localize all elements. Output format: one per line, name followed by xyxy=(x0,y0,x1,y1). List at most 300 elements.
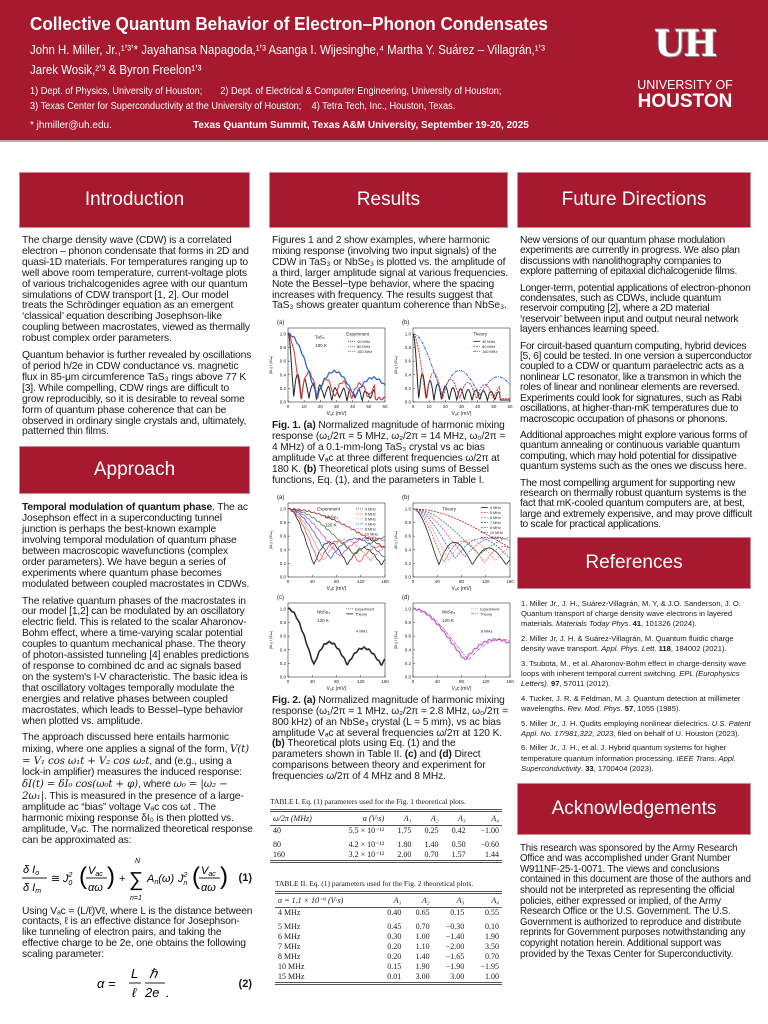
panel-label: (d) xyxy=(402,594,410,601)
y-tick-label: 0.6 xyxy=(279,633,286,639)
x-tick-label: 60 xyxy=(382,404,388,410)
y-tick-label: 0.0 xyxy=(404,399,411,405)
y-tick-label: 0.8 xyxy=(404,619,411,625)
plot-annotation: 120 K xyxy=(442,618,454,624)
table-header: α = 1.1 × 10⁻⁹ (V·s) xyxy=(275,893,376,908)
legend-entry: 6 MHz xyxy=(364,517,376,522)
future-paragraph: The most compelling argument for supporting new research on thermally robust quantum systems is the fact that mK-cooled quantum computers are, at best, large and extremely expensive, and may prove difficult to scale for practical applications. xyxy=(520,477,753,531)
x-tick-label: 40 xyxy=(309,578,315,584)
ref-volume: 97 xyxy=(550,679,560,689)
svg-text:αω: αω xyxy=(201,881,216,894)
logo-line-1: UNIVERSITY OF xyxy=(637,78,733,92)
x-tick-label: 40 xyxy=(475,404,481,410)
plot-frame xyxy=(288,603,385,677)
svg-text:δ Im: δ Im xyxy=(23,881,42,895)
middle-column xyxy=(269,172,513,985)
uh-logo-mark: UH xyxy=(654,23,716,65)
svg-text:L: L xyxy=(131,966,139,982)
table-cell: 1.80 xyxy=(397,840,412,850)
svg-text:An(ω): An(ω) xyxy=(147,872,175,886)
contact-email[interactable]: * jhmiller@uh.edu. xyxy=(30,120,112,131)
data-series-line xyxy=(413,331,510,395)
data-series-line xyxy=(288,609,385,665)
table-row xyxy=(275,918,502,932)
x-tick-label: 160 xyxy=(381,578,389,584)
x-tick-label: 80 xyxy=(333,678,340,684)
text: Direct comparisons between theory and experiment for frequencies ω/2π of 4 MHz and 8 MHz. xyxy=(272,749,486,783)
legend-entry: 15 MHz xyxy=(364,537,378,542)
table-cell: 0.01 xyxy=(387,972,402,982)
equation-1 xyxy=(21,853,231,903)
svg-text:α =: α = xyxy=(97,976,116,992)
table-cell: 7 MHz xyxy=(278,942,301,952)
table-row xyxy=(270,836,502,850)
ref-journal: Materials Today Phys xyxy=(556,619,629,629)
acknowledgements-text: This research was sponsored by the Army Research Office and was accomplished under Grant Number W911NF-25-1-0071. The views and conclusions contained in this document are those of the authors and should not be interpreted as representing the official policies, either expressed or implied, of the Army Research Office or the U.S. Government. The U.S. Government is authorized to reproduce and distribute reprints for Government purposes notwithstanding any copyright notation herein. Additional support was provided by the Texas Center for Superconductivity. xyxy=(520,842,751,960)
y-tick-label: 0.6 xyxy=(404,533,411,539)
text: Normalized magnitude of harmonic mixing response (ω₁/2π = 1 MHz, ω₂/2π = 2.8 MHz, ω₀/2π = 800 kHz) of an NbSe₃ crystal (L = 5 mm), vs ac bias amplitude Vₐc at several frequencies ω/2π at 120 K. xyxy=(272,694,508,739)
ref-authors-title: 4. Tucker, J. R. & Feldman, M. J. Quantum detection at millimeter wavelengths. xyxy=(521,693,741,714)
authors-line-2: Jarek Wosik,²ʼ³ & Byron Freelon¹ʼ³ xyxy=(30,62,202,77)
data-series-line xyxy=(413,331,510,401)
x-axis-label: Vₐc (mV) xyxy=(326,585,347,592)
table-cell: 1.00 xyxy=(485,972,499,982)
legend-entry: 8 MHz xyxy=(489,525,501,530)
plot-annotation: TaS₃ xyxy=(315,334,325,340)
ref-journal: Rev. Mod. Phys xyxy=(567,704,621,714)
plot-annotation: 120 K xyxy=(324,522,337,528)
svg-text:.: . xyxy=(166,985,170,1001)
plot-annotation: Experiment xyxy=(346,331,369,337)
ref-journal: EPL (Europhysics Letters) xyxy=(521,669,740,689)
x-tick-label: 120 xyxy=(356,578,365,584)
table-cell: −1.40 xyxy=(445,932,465,942)
table-row xyxy=(275,932,502,942)
legend-entry: 40 MHz xyxy=(357,340,371,345)
x-tick-label: 0 xyxy=(411,578,415,584)
panel-label: (a) xyxy=(277,320,285,327)
bold-lead: Temporal modulation of quantum phase xyxy=(22,502,213,514)
plot-annotation: NbSe₃ xyxy=(442,609,456,615)
y-tick-label: 0.2 xyxy=(404,560,411,566)
authors-line-1: John H. Miller, Jr.,¹ʼ³ʼ* Jayahansa Napagoda,¹ʼ³ Asanga I. Wijesinghe,⁴ Martha Y. Suárez – Villagrán,¹ʼ³ xyxy=(30,42,545,57)
legend-entry: 7 MHz xyxy=(489,520,501,525)
text: and xyxy=(416,749,440,761)
x-tick-label: 120 xyxy=(481,678,490,684)
x-tick-label: 40 xyxy=(309,678,315,684)
y-axis-label: |δI₀| / |δIₘ| xyxy=(268,356,273,375)
table-cell: 0.70 xyxy=(424,850,439,860)
figure-2a xyxy=(268,495,389,592)
y-axis-label: |δI₀| / |δIₘ| xyxy=(393,630,398,649)
table-cell: 1.57 xyxy=(451,850,466,860)
table-cell: 0.42 xyxy=(451,826,466,836)
ref-authors-title: 2. Miller Jr, J. H. & Suárez-Villagrán, M. Quantum fluidic charge density wave transport. xyxy=(521,633,734,654)
approach-paragraph: Using Vₐc = (L/ℓ)Vℓ, where L is the distance between contacts, ℓ is an effective distance for Josephson-like tunneling of electron pairs, and taking the effective charge to be 2e, one obtains the following scaling parameter: xyxy=(22,905,253,960)
x-axis-label: Vₐc (mV) xyxy=(451,411,472,418)
y-tick-label: 1.0 xyxy=(279,506,286,512)
table-header: α (V·s) xyxy=(331,811,387,826)
y-tick-label: 0.0 xyxy=(404,674,411,680)
table-cell: 0.25 xyxy=(424,826,439,836)
table-cell: 1.75 xyxy=(397,826,412,836)
ref-rest: , 1055 (1985). xyxy=(633,704,681,714)
x-tick-label: 30 xyxy=(458,404,465,410)
future-paragraph: Longer-term, potential applications of electron-phonon condensates, such as CDWs, include quantum reservoir computing [2], where a 2D material ‘reservoir’ between input and output neural network layers enhances learning speed. xyxy=(520,282,751,336)
ref-authors-title: 6. Miller Jr., J. H., et al. J. Hybrid quantum systems for higher temperature quantum information processing. xyxy=(521,743,727,763)
references-heading: References xyxy=(517,537,751,589)
plot-annotation: 120 K xyxy=(317,618,329,624)
table-cell: 0.30 xyxy=(387,932,402,942)
x-tick-label: 160 xyxy=(506,578,514,584)
references-list xyxy=(521,599,751,775)
table-cell: −1.65 xyxy=(445,952,465,962)
svg-text:≅: ≅ xyxy=(51,872,61,885)
y-tick-label: 0.8 xyxy=(404,519,411,525)
future-paragraph: New versions of our quantum phase modulation experiments are currently in progress. We also plan discussions with nanolithography companies to explore patterning of epitaxial dichalcogenide films. xyxy=(520,235,740,278)
university-logo xyxy=(620,24,750,112)
legend-entry: 10 MHz xyxy=(489,530,503,535)
svg-text:ℏ: ℏ xyxy=(149,966,158,982)
x-tick-label: 60 xyxy=(507,404,513,410)
x-tick-label: 160 xyxy=(381,678,389,684)
y-tick-label: 0.2 xyxy=(404,386,411,392)
plot-annotation: NbSe₃ xyxy=(317,609,331,615)
table-cell: 1.10 xyxy=(415,942,430,952)
future-directions-text xyxy=(520,236,752,531)
reference-item: 6. Miller Jr., J. H., et al. J. Hybrid quantum systems for higher temperature quantum information processing. IEEE Trans. Appl. Superconductivity. 33, 1700404 (2023). xyxy=(521,743,736,774)
y-tick-label: 0.4 xyxy=(404,547,411,553)
figure-1b xyxy=(393,320,513,417)
svg-text:ℓ: ℓ xyxy=(132,985,137,1001)
svg-text:): ) xyxy=(107,862,115,890)
ref-journal: IEEE Trans. Appl. Superconductivity xyxy=(521,753,736,774)
legend-entry: 10 MHz xyxy=(364,532,378,537)
y-tick-label: 0.4 xyxy=(404,647,411,653)
x-tick-label: 0 xyxy=(286,404,290,410)
x-tick-label: 50 xyxy=(366,404,372,410)
intro-paragraph: The charge density wave (CDW) is a correlated electron – phonon condensate that forms in 2D and quasi-1D materials. For temperatures ranging up to well above room temperature, current-voltage plots of various trichalcogenides agree with our quantum simulations of CDW transport [1, 2]. Our model treats the Schrödinger equation as an emergent ‘classical’ equation describing Josephson-like coupling between macrostates, viewed as thermally robust complex order parameters. xyxy=(22,235,250,345)
table-row xyxy=(275,942,502,952)
table-cell: 0.70 xyxy=(485,952,499,962)
y-tick-label: 0.0 xyxy=(404,574,411,580)
figure-2c xyxy=(268,595,389,692)
approach-paragraph: The relative quantum phases of the macrostates in our model [1,2] can be modulated by an oscillatory electric field. This is related to the scalar Aharonov-Bohm effect, where a time-varying scalar potential couples to quantum mechanical phase. The theory of photon-assisted tunneling [4] enables predictions of response to combined dc and ac signals based on the system's I-V characteristic. The basic idea is that oscillatory voltages temporally modulate the energies and relative phases between coupled macrostates, which leads to Bessel–type behavior when plotted vs. amplitude. xyxy=(22,595,249,727)
y-tick-label: 0.2 xyxy=(279,386,286,392)
svg-text:∑: ∑ xyxy=(129,868,144,891)
introduction-text xyxy=(22,236,253,438)
plot-annotation: Experiment xyxy=(317,506,340,512)
legend-entry: 15 MHz xyxy=(489,535,503,540)
equation-inline: δI(t) = δI₀ cos(ω₀t + φ) xyxy=(22,778,139,791)
table-cell: −1.95 xyxy=(480,962,499,972)
y-tick-label: 0.8 xyxy=(279,619,286,625)
legend-entry: 8 MHz xyxy=(364,527,376,532)
equation-2 xyxy=(95,964,175,1004)
svg-text:n=1: n=1 xyxy=(130,894,142,902)
x-tick-label: 0 xyxy=(286,578,290,584)
table-cell: 4.2 × 10⁻¹² xyxy=(348,840,385,850)
y-tick-label: 0.8 xyxy=(279,345,286,351)
table-row xyxy=(275,962,502,972)
ref-rest: , 1700404 (2023). xyxy=(593,764,654,774)
x-axis-label: Vₐc (mV) xyxy=(451,685,472,692)
legend-entry: 5 MHz xyxy=(364,512,376,517)
x-tick-label: 10 xyxy=(301,404,307,410)
reference-item: 1. Miller Jr., J. H., Suárez-Villagrán, M. Y, & J.O. Sanderson, J. O. Quantum transport of charge density wave electrons in layered materials. Materials Today Phys. 41, 101326 (2024). xyxy=(521,598,741,629)
y-axis-label: |δI₀| / |δIₘ| xyxy=(268,530,273,549)
ref-journal: Appl. Phys. Lett xyxy=(601,644,655,654)
table-cell: 0.10 xyxy=(485,922,499,932)
text: Theoretical plots using sums of Bessel functions, Eq. (1), and the parameters in Table I. xyxy=(272,463,489,486)
svg-text:J2n: $J^2$ n xyxy=(178,871,188,887)
caption-bold: (d) xyxy=(439,749,452,761)
svg-text:(: ( xyxy=(192,862,200,890)
results-paragraph: Figures 1 and 2 show examples, where harmonic mixing response (involving two input signals) of the CDW in TaS₃ or NbSe₃ is plotted vs. the amplitude of a third, larger amplitude signal at various frequencies. Note the Bessel−type behavior, where the spacing increases with frequency. The results suggest that TaS₃ shows greater quantum coherence than NbSe₃. xyxy=(272,235,508,312)
text: , and (e.g., using a lock-in amplifier) measures the induced response: xyxy=(22,756,242,779)
ref-volume: 33 xyxy=(585,764,594,774)
caption-bold: Fig. 2. (a) xyxy=(272,694,316,706)
legend-entry: Theory xyxy=(355,612,368,617)
y-tick-label: 0.4 xyxy=(404,372,411,378)
future-paragraph: For circuit-based quantum computing, hybrid devices [5, 6] could be tested. In one version a superconductor coupled to a CDW or quantum paraelectric acts as a nonlinear LC resonator, like a transmon in which the roles of linear and nonlinear elements are reversed. Experiments could look for signatures, such as Rabi oscillations, at higher-than-mK temperatures due to macroscopic occupation of phasons or phonons. xyxy=(520,340,752,425)
x-tick-label: 0 xyxy=(411,404,415,410)
reference-item: 2. Miller Jr, J. H. & Suárez-Villagrán, M. Quantum fluidic charge density wave transport. Appl. Phys. Lett. 118, 184002 (2021). xyxy=(521,633,734,654)
table-cell: 0.55 xyxy=(485,908,499,918)
y-axis-label: |δI₀| / |δIₘ| xyxy=(393,530,398,549)
table-row xyxy=(275,908,502,919)
y-tick-label: 0.0 xyxy=(279,399,286,405)
caption-bold: (c) xyxy=(404,749,417,761)
figure-2b xyxy=(393,495,514,592)
introduction-heading: Introduction xyxy=(19,172,250,228)
x-axis-label: Vₐc (mV) xyxy=(451,585,472,592)
legend-entry: 80 MHz xyxy=(357,345,371,350)
y-tick-label: 1.0 xyxy=(279,606,286,612)
logo-line-2: HOUSTON xyxy=(637,91,733,112)
y-axis-label: |δI₀| / |δIₘ| xyxy=(393,356,398,375)
figure-1 xyxy=(265,318,515,418)
legend-entry: 6 MHz xyxy=(489,515,501,520)
approach-paragraph xyxy=(22,733,253,846)
y-tick-label: 0.6 xyxy=(279,358,286,364)
table-cell: −0.30 xyxy=(445,922,465,932)
equation-inline: V(t) = V₁ cos ω₁t + V₂ cos ω₂t xyxy=(22,743,250,768)
y-tick-label: 1.0 xyxy=(279,331,286,337)
svg-text:): ) xyxy=(220,862,228,890)
table-cell: 0.15 xyxy=(387,962,402,972)
x-tick-label: 80 xyxy=(458,678,465,684)
text: Normalized magnitude of harmonic mixing response (ω₁/2π = 5 MHz, ω₂/2π = 14 MHz, ω₀/2π = 4 MHz) of a 0.1-mm-long TaS₃ crystal vs ac bias amplitude Vₐc at three different frequencies ω/2π at 180 K. xyxy=(272,420,506,475)
table-cell: 0.20 xyxy=(387,952,402,962)
equation-1-number: (1) xyxy=(238,871,252,884)
table-2 xyxy=(275,879,502,985)
reference-item: 4. Tucker, J. R. & Feldman, M. J. Quantum detection at millimeter wavelengths. Rev. Mod. Phys. 57, 1055 (1985). xyxy=(521,693,741,714)
equation-1-row xyxy=(21,853,252,903)
table-cell: 5.5 × 10⁻¹² xyxy=(348,826,385,836)
y-tick-label: 1.0 xyxy=(404,331,411,337)
table-cell: 2.00 xyxy=(397,850,412,860)
x-tick-label: 40 xyxy=(434,578,440,584)
x-tick-label: 120 xyxy=(356,678,365,684)
table-row xyxy=(270,826,502,837)
table-cell: 3.50 xyxy=(485,942,499,952)
y-tick-label: 0.4 xyxy=(279,647,286,653)
text: Theoretical plots using Eq. (1) and the parameters shown in Table II. xyxy=(272,738,456,761)
text: . This is measured in the presence of a large-amplitude ac “bias” voltage Vₐc cos ωt . The harmonic mixing response δI₀ is then plotted vs. amplitude, Vₐc. The normalized theoretical response can be approximated as: xyxy=(22,790,253,846)
y-tick-label: 0.8 xyxy=(279,519,286,525)
table-cell: −1.00 xyxy=(480,826,499,836)
svg-text:αω: αω xyxy=(88,881,103,894)
table-cell: 6 MHz xyxy=(278,932,301,942)
left-column xyxy=(19,172,253,1004)
table-cell: 160 xyxy=(273,850,285,860)
text: The approach discussed here entails harmonic mixing, where one applies a signal of the form, xyxy=(22,732,231,756)
ref-volume: 57 xyxy=(624,704,634,714)
panel-label: (a) xyxy=(277,494,285,501)
legend-entry: 40 MHz xyxy=(482,340,496,345)
table-cell: 0.70 xyxy=(415,922,430,932)
equation-2-number: (2) xyxy=(238,978,252,991)
legend-entry: 160 MHz xyxy=(482,350,498,355)
future-directions-heading: Future Directions xyxy=(517,172,751,228)
legend-entry: 7 MHz xyxy=(364,522,376,527)
table-header: A₃ xyxy=(433,893,468,908)
legend-entry: 4 MHz xyxy=(489,505,501,510)
svg-text:N: N xyxy=(135,857,141,865)
table-cell: 1.00 xyxy=(415,932,430,942)
legend-entry: Theory xyxy=(480,612,493,617)
y-tick-label: 0.6 xyxy=(279,533,286,539)
text: . The ac Josephson effect in a superconducting tunnel junction is perhaps the best-known example involving temporal modulation of quantum phase between macroscopic wavefunctions (complex order parameters). We have begun a series of experiments where quantum phase becomes modulated between coupled macrostates in CDWs. xyxy=(22,502,250,590)
future-paragraph: Additional approaches might explore various forms of quantum annealing or continuous variable quantum computing, which may hold potential for dissipative quantum systems such as the ones we discuss here. xyxy=(520,429,748,473)
affiliations-line-2: 3) Texas Center for Superconductivity at the University of Houston; 4) Tetra Tech, Inc., Houston, Texas. xyxy=(30,101,456,112)
caption-bold: (b) xyxy=(272,738,285,750)
y-tick-label: 0.6 xyxy=(404,633,411,639)
table-cell: 5 MHz xyxy=(278,922,301,932)
ref-authors-title: 3. Tsubota, M., et al. Aharonov-Bohm effect in charge-density wave loops with inherent temporal current switching. xyxy=(521,658,747,678)
svg-text:J20: $J^2$ 0 xyxy=(63,871,73,887)
plot-annotation: 8 MHz xyxy=(480,628,493,634)
plot-annotation: NbSe₃ xyxy=(324,514,338,520)
conference-name: Texas Quantum Summit, Texas A&M University, September 19-20, 2025 xyxy=(193,120,529,131)
x-axis-label: Vₐc (mV) xyxy=(326,411,347,418)
ref-rest: , 184002 (2021). xyxy=(670,644,727,654)
equation-2-row xyxy=(95,964,252,1004)
ref-rest: , 101326 (2024). xyxy=(641,619,697,629)
x-tick-label: 40 xyxy=(350,404,356,410)
plot-annotation: Theory xyxy=(442,506,457,512)
ref-authors-title: 1. Miller Jr., J. H., Suárez-Villagrán, M. Y, & J.O. Sanderson, J. O. Quantum transport of charge density wave electrons in layered materials. xyxy=(521,598,741,629)
panel-label: (b) xyxy=(402,494,410,501)
legend-entry: 160 MHz xyxy=(357,350,373,355)
figure-1a xyxy=(268,320,388,417)
y-tick-label: 0.2 xyxy=(279,560,286,566)
poster-header xyxy=(0,0,768,142)
table-2-caption: TABLE II. Eq. (1) parameters used for the Fig. 2 theoretical plots. xyxy=(275,879,474,889)
table-cell: 0.40 xyxy=(387,908,402,918)
x-tick-label: 80 xyxy=(458,578,465,584)
data-series-line xyxy=(413,609,510,660)
equation-inline: ω₀ = |ω₂ − 2ω₁| xyxy=(22,778,228,802)
legend-entry: Experiment xyxy=(480,607,500,612)
legend-entry: Experiment xyxy=(355,607,375,612)
caption-bold: Fig. 1. (a) xyxy=(272,420,316,432)
table-cell: 4 MHz xyxy=(278,908,301,918)
svg-text:2e: 2e xyxy=(145,985,160,1001)
x-tick-label: 20 xyxy=(442,404,448,410)
ref-authors-title: 5. Miller Jr., J. H. Qudits employing nonlinear dielectrics. xyxy=(521,718,712,728)
results-heading: Results xyxy=(269,172,508,228)
table-cell: 0.20 xyxy=(387,942,402,952)
y-tick-label: 0.0 xyxy=(279,674,286,680)
y-tick-label: 0.8 xyxy=(404,345,411,351)
x-tick-label: 160 xyxy=(506,678,514,684)
approach-paragraph xyxy=(22,503,253,590)
y-axis-label: |δI₀| / |δIₘ| xyxy=(268,630,273,649)
svg-text:Vac: Vac xyxy=(88,864,103,878)
table-cell: 3.00 xyxy=(415,972,430,982)
table-row xyxy=(275,952,502,962)
table-cell: 3.2 × 10⁻¹² xyxy=(348,850,385,860)
ref-volume: 41 xyxy=(632,619,642,629)
x-tick-label: 30 xyxy=(333,404,340,410)
text: , where xyxy=(138,779,174,791)
approach-heading: Approach xyxy=(19,446,250,494)
table-header: A₂ xyxy=(414,811,441,826)
y-tick-label: 1.0 xyxy=(404,506,411,512)
reference-item: 3. Tsubota, M., et al. Aharonov-Bohm effect in charge-density wave loops with inherent temporal current switching. EPL (Europhysics Letters). 97, 57011 (2012). xyxy=(521,658,747,689)
svg-text:Vac: Vac xyxy=(201,864,216,878)
table-cell: 1.90 xyxy=(415,962,430,972)
table-header: A₃ xyxy=(442,811,469,826)
table-1-caption: TABLE I. Eq. (1) parameters used for the Fig. 1 theoretical plots. xyxy=(270,797,466,807)
table-cell: 8 MHz xyxy=(278,952,301,962)
figure-1-caption xyxy=(272,421,508,486)
x-tick-label: 80 xyxy=(333,578,340,584)
table-cell: 15 MHz xyxy=(278,972,305,982)
ref-rest: , filed on behalf of U. Houston (2023). xyxy=(613,729,740,739)
x-tick-label: 0 xyxy=(286,678,290,684)
x-tick-label: 120 xyxy=(481,578,490,584)
table-cell: 0.45 xyxy=(387,922,402,932)
ref-volume: 118 xyxy=(658,644,671,654)
intro-paragraph: Quantum behavior is further revealed by oscillations of period h/2e in CDW conductance vs. magnetic flux in 85-μm circumference TaS₃ rings above 77 K [3]. While compelling, CDW rings are difficult to grow reproducibly, so it is desirable to reveal some form of quantum phase coherence that can be observed in ordinary single crystals and, ultimately, patterned thin films. xyxy=(22,350,252,438)
caption-bold: (b) xyxy=(303,463,317,475)
table-cell: −1.90 xyxy=(445,962,465,972)
reference-item xyxy=(521,719,751,740)
legend-entry: 80 MHz xyxy=(482,345,496,350)
table-header: A₂ xyxy=(404,893,432,908)
table-cell: 0.15 xyxy=(450,908,465,918)
y-tick-label: 0.6 xyxy=(404,358,411,364)
y-tick-label: 0.4 xyxy=(279,372,286,378)
right-column xyxy=(517,172,753,960)
table-cell: 3.00 xyxy=(450,972,465,982)
table-header: A₁ xyxy=(387,811,414,826)
table-header: A₄ xyxy=(469,811,502,826)
poster-title: Collective Quantum Behavior of Electron–Phonon Condensates xyxy=(30,14,548,34)
svg-text:(: ( xyxy=(79,862,87,890)
table-row xyxy=(275,972,502,984)
y-tick-label: 0.2 xyxy=(279,660,286,666)
y-tick-label: 0.4 xyxy=(279,547,286,553)
plot-annotation: 4 MHz xyxy=(355,628,368,634)
affiliations-line-1: 1) Dept. of Physics, University of Houston; 2) Dept. of Electrical & Computer Engineering, University of Houston; xyxy=(30,86,502,97)
panel-label: (b) xyxy=(402,320,410,327)
data-series-line xyxy=(288,608,385,665)
svg-text:+: + xyxy=(119,872,126,885)
